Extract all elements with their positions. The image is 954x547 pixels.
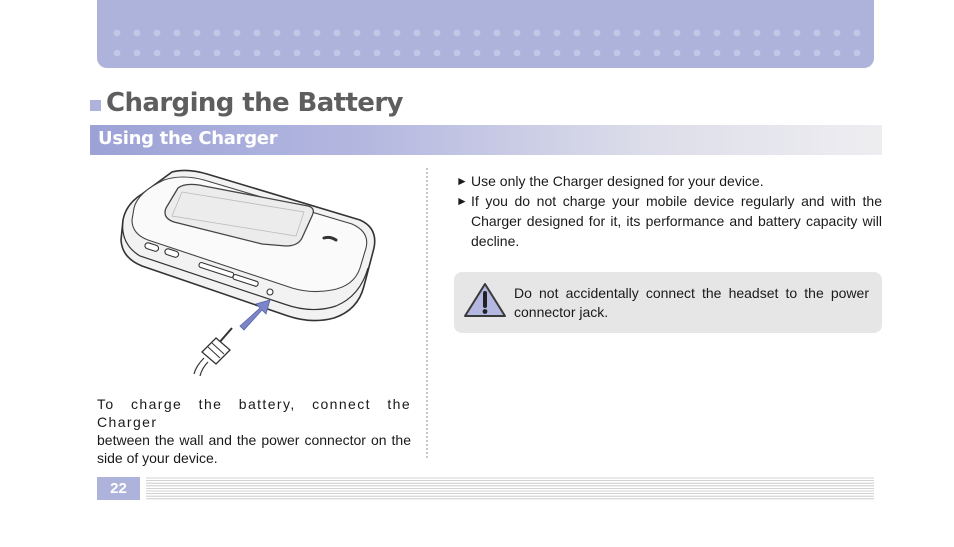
banner-dot <box>674 30 681 37</box>
banner-dot <box>554 30 561 37</box>
phone-illustration-icon <box>112 168 382 378</box>
title-square-icon <box>90 100 101 111</box>
list-item <box>456 171 882 191</box>
banner-dot <box>354 50 361 57</box>
banner-dot <box>334 50 341 57</box>
banner-dot <box>274 50 281 57</box>
banner-dot <box>794 50 801 57</box>
banner-dot <box>234 30 241 37</box>
banner-dot <box>574 30 581 37</box>
banner-dot <box>294 50 301 57</box>
banner-dot-pattern <box>97 0 874 68</box>
banner-dot <box>394 50 401 57</box>
banner-dot <box>854 50 861 57</box>
caption-line-rest: between the wall and the power connector on the side of your device. <box>97 432 411 466</box>
banner-dot <box>834 30 841 37</box>
banner-dot <box>614 30 621 37</box>
bullet-text: Use only the Charger designed for your device. <box>471 173 764 189</box>
banner-dot <box>134 50 141 57</box>
banner-dot <box>174 50 181 57</box>
page-title-row <box>90 84 403 122</box>
section-title: Using the Charger <box>98 128 278 149</box>
list-item <box>456 191 882 251</box>
banner-dot <box>414 50 421 57</box>
banner-dot <box>234 50 241 57</box>
banner-dot <box>814 30 821 37</box>
banner-dot <box>294 30 301 37</box>
banner-dot <box>114 50 121 57</box>
banner-dot <box>394 30 401 37</box>
banner-dot <box>434 30 441 37</box>
banner-dot <box>634 30 641 37</box>
banner-dot <box>154 30 161 37</box>
banner-dot <box>214 30 221 37</box>
banner-dot <box>174 30 181 37</box>
banner-dot <box>274 30 281 37</box>
bullet-arrow-icon: ► <box>456 174 468 188</box>
banner-dot <box>654 50 661 57</box>
section-bar <box>90 125 882 155</box>
banner-dot <box>254 50 261 57</box>
banner-dot <box>374 30 381 37</box>
banner-dot <box>774 30 781 37</box>
charging-caption <box>97 395 411 467</box>
phone-charging-illustration <box>112 168 382 383</box>
banner-dot <box>734 30 741 37</box>
banner-dot <box>594 30 601 37</box>
banner-dot <box>374 50 381 57</box>
banner-dot <box>774 50 781 57</box>
banner-dot <box>714 30 721 37</box>
banner-dot <box>514 30 521 37</box>
banner-dot <box>114 30 121 37</box>
banner-dot <box>734 50 741 57</box>
banner-dot <box>154 50 161 57</box>
caption-line-1: To charge the battery, connect the Charger <box>97 396 411 430</box>
banner-dot <box>694 30 701 37</box>
banner-dot <box>454 50 461 57</box>
banner-dot <box>214 50 221 57</box>
column-divider <box>426 168 428 458</box>
banner-dot <box>574 50 581 57</box>
banner-dot <box>454 30 461 37</box>
top-banner <box>97 0 874 68</box>
banner-dot <box>694 50 701 57</box>
banner-dot <box>794 30 801 37</box>
banner-dot <box>314 30 321 37</box>
banner-dot <box>194 50 201 57</box>
banner-dot <box>494 30 501 37</box>
banner-dot <box>554 50 561 57</box>
banner-dot <box>194 30 201 37</box>
warning-box <box>454 272 882 333</box>
banner-dot <box>654 30 661 37</box>
banner-dot <box>714 50 721 57</box>
banner-dot <box>474 30 481 37</box>
banner-dot <box>754 30 761 37</box>
banner-dot <box>534 30 541 37</box>
bullet-arrow-icon: ► <box>456 194 468 208</box>
bullet-text: If you do not charge your mobile device regularly and with the Charger designed for it, its performance and battery capacity will decline. <box>471 193 882 249</box>
banner-dot <box>534 50 541 57</box>
banner-dot <box>754 50 761 57</box>
banner-dot <box>134 30 141 37</box>
warning-triangle-icon <box>463 282 507 318</box>
page-number: 22 <box>97 477 140 500</box>
banner-dot <box>494 50 501 57</box>
banner-dot <box>354 30 361 37</box>
banner-dot <box>314 50 321 57</box>
banner-dot <box>474 50 481 57</box>
banner-dot <box>334 30 341 37</box>
banner-dot <box>854 30 861 37</box>
page-title: Charging the Battery <box>106 88 403 118</box>
banner-dot <box>634 50 641 57</box>
banner-dot <box>594 50 601 57</box>
banner-dot <box>254 30 261 37</box>
banner-dot <box>674 50 681 57</box>
banner-dot <box>814 50 821 57</box>
warning-text: Do not accidentally connect the headset to the power connector jack. <box>514 285 869 320</box>
banner-dot <box>834 50 841 57</box>
banner-dot <box>434 50 441 57</box>
charger-notes-list <box>456 171 882 251</box>
banner-dot <box>414 30 421 37</box>
footer-lines <box>146 477 874 501</box>
banner-dot <box>614 50 621 57</box>
banner-dot <box>514 50 521 57</box>
